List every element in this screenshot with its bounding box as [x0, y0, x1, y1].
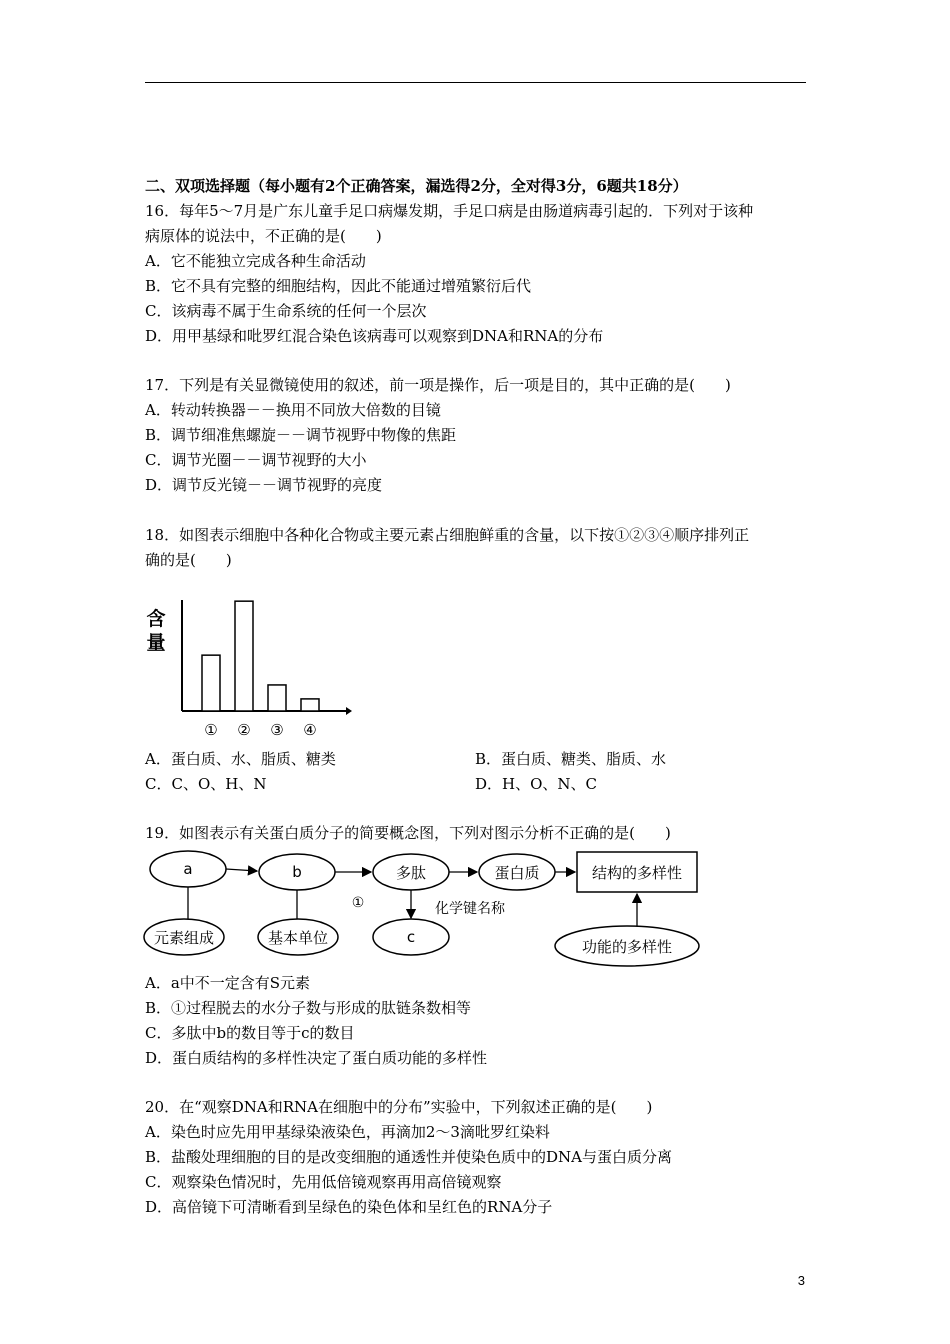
chart-tick-label: ④ — [303, 721, 317, 739]
q17-option-a: A．转动转换器－－换用不同放大倍数的目镜 — [145, 401, 441, 419]
chart-tick-label: ① — [204, 721, 218, 739]
q20-option-a: A．染色时应先用甲基绿染液染色，再滴加2～3滴吡罗红染料 — [145, 1123, 550, 1141]
node-structure-label: 结构的多样性 — [591, 864, 683, 882]
q17-option-b: B．调节细准焦螺旋－－调节视野中物像的焦距 — [145, 426, 457, 444]
q18-stem-line2: 确的是( ) — [145, 551, 232, 569]
q18-option-d: D．H、O、N、C — [475, 775, 598, 793]
q18-option-b: B．蛋白质、糖类、脂质、水 — [475, 750, 667, 768]
q19-option-d: D．蛋白质结构的多样性决定了蛋白质功能的多样性 — [145, 1049, 488, 1067]
q19-stem: 19．如图表示有关蛋白质分子的简要概念图，下列对图示分析不正确的是( ) — [145, 824, 671, 842]
q20-option-d: D．高倍镜下可清晰看到呈绿色的染色体和呈红色的RNA分子 — [145, 1198, 553, 1216]
bar-chart — [140, 590, 360, 750]
q19-option-b: B．①过程脱去的水分子数与形成的肽链条数相等 — [145, 999, 472, 1017]
q19-option-a: A．a中不一定含有S元素 — [145, 974, 311, 992]
chart-ylabel-char: 量 — [146, 632, 166, 654]
node-protein-label: 蛋白质 — [494, 864, 540, 882]
section-title: 二、双项选择题（每小题有2个正确答案，漏选得2分，全对得3分，6题共18分） — [145, 177, 688, 195]
q16-option-d: D．用甲基绿和吡罗红混合染色该病毒可以观察到DNA和RNA的分布 — [145, 327, 604, 345]
q16-stem-line1: 16．每年5～7月是广东儿童手足口病爆发期，手足口病是由肠道病毒引起的．下列对于该种 — [145, 202, 754, 220]
chart-x-axis-arrow — [346, 707, 352, 715]
node-c-label: c — [406, 928, 416, 946]
q19-option-c: C．多肽中b的数目等于c的数目 — [145, 1024, 355, 1042]
arrow-a-b — [226, 869, 257, 871]
q17-option-c: C．调节光圈－－调节视野的大小 — [145, 451, 367, 469]
node-unit-label: 基本单位 — [267, 929, 329, 947]
q18-stem-line1: 18．如图表示细胞中各种化合物或主要元素占细胞鲜重的含量，以下按①②③④顺序排列正 — [145, 526, 750, 544]
protein-concept-map — [140, 847, 720, 973]
chart-bar — [301, 699, 319, 711]
q18-option-c: C．C、O、H、N — [145, 775, 267, 793]
q20-option-c: C．观察染色情况时，先用低倍镜观察再用高倍镜观察 — [145, 1173, 502, 1191]
q17-option-d: D．调节反光镜－－调节视野的亮度 — [145, 476, 383, 494]
q16-stem-line2: 病原体的说法中，不正确的是( ) — [145, 227, 382, 245]
node-function-label: 功能的多样性 — [581, 938, 673, 956]
page-number: 3 — [797, 1273, 805, 1288]
label-process-1: ① — [351, 895, 365, 911]
node-peptide-label: 多肽 — [395, 864, 427, 882]
chart-bar — [268, 685, 286, 711]
chart-bar — [235, 601, 253, 711]
chart-ylabel — [146, 607, 165, 654]
node-a-label: a — [183, 860, 193, 878]
chart-tick-label: ③ — [270, 721, 284, 739]
chart-bar — [202, 655, 220, 711]
q20-stem: 20．在“观察DNA和RNA在细胞中的分布”实验中，下列叙述正确的是( ) — [145, 1098, 653, 1116]
q20-option-b: B．盐酸处理细胞的目的是改变细胞的通透性并使染色质中的DNA与蛋白质分离 — [145, 1148, 673, 1166]
chart-tick-label: ② — [237, 721, 251, 739]
header-rule — [145, 82, 806, 83]
chart-ylabel-char: 含 — [146, 608, 166, 630]
q16-option-a: A．它不能独立完成各种生命活动 — [145, 252, 366, 270]
q17-stem: 17．下列是有关显微镜使用的叙述，前一项是操作，后一项是目的，其中正确的是( ) — [145, 376, 731, 394]
q18-option-a: A．蛋白质、水、脂质、糖类 — [145, 750, 336, 768]
node-elements-label: 元素组成 — [153, 929, 215, 947]
q16-option-c: C．该病毒不属于生命系统的任何一个层次 — [145, 302, 427, 320]
q16-option-b: B．它不具有完整的细胞结构，因此不能通过增殖繁衍后代 — [145, 277, 532, 295]
node-b-label: b — [292, 863, 302, 881]
label-chemical-bond: 化学键名称 — [435, 901, 505, 917]
